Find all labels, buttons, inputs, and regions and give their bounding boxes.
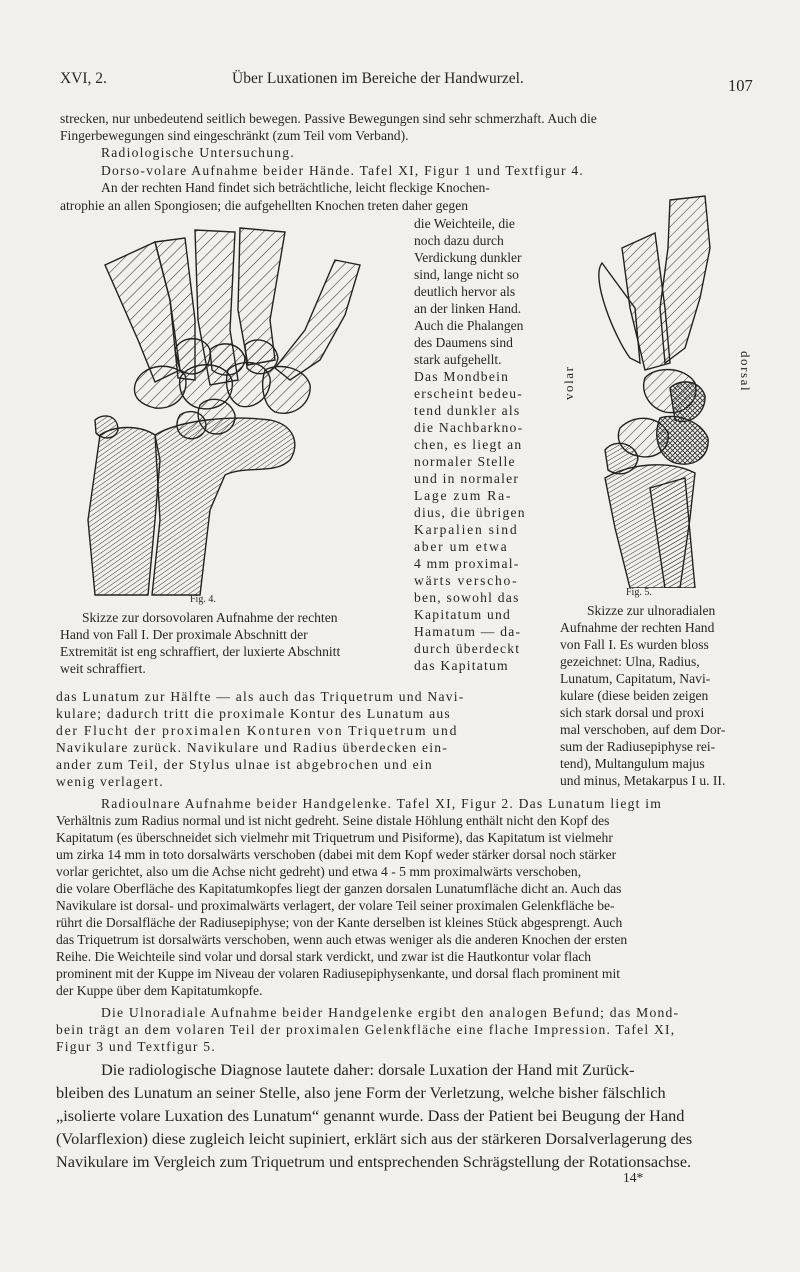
running-head-volume: XVI, 2. <box>60 70 107 87</box>
figure-5-caption-line: Lunatum, Capitatum, Navi- <box>560 671 711 686</box>
text-line: die Nachbarkno- <box>414 420 524 435</box>
text-line: der Flucht der proximalen Konturen von Triquetrum und <box>56 723 459 738</box>
figure-4-label: Fig. 4. <box>190 594 216 605</box>
text-line: durch überdeckt <box>414 641 521 656</box>
text-line: stark aufgehellt. <box>414 352 502 367</box>
text-line: bein trägt an dem volaren Teil der proximalen Gelenkfläche eine flache Impression. Tafel XI, <box>56 1022 676 1037</box>
text-line: strecken, nur unbedeutend seitlich bewegen. Passive Bewegungen sind sehr schmerzhaft. Auch die <box>60 111 597 126</box>
signature-mark: 14* <box>623 1170 644 1185</box>
text-line: die Weichteile, die <box>414 216 515 231</box>
figure-5-wrist-sketch <box>560 188 760 588</box>
text-line: erscheint bedeu- <box>414 386 524 401</box>
figure-5-caption-line: kulare (diese beiden zeigen <box>560 688 709 703</box>
figure-5-caption-line: und minus, Metakarpus I u. II. <box>560 773 726 788</box>
figure-5-caption-line: gezeichnet: Ulna, Radius, <box>560 654 700 669</box>
text-line: Fingerbewegungen sind eingeschränkt (zum Teil vom Verband). <box>60 128 409 143</box>
running-head-title: Über Luxationen im Bereiche der Handwurzel. <box>232 70 524 87</box>
fig5-volar-label: volar <box>561 365 576 400</box>
text-line: Navikulare ist dorsal- und proximalwärts verlagert, der volare Teil seiner proximalen Gelenkfläche be- <box>56 898 615 913</box>
text-line: ben, sowohl das <box>414 590 520 605</box>
figure-5-caption-line: tend), Multangulum majus <box>560 756 705 771</box>
text-line: Kapitatum und <box>414 607 512 622</box>
text-line: Das Mondbein <box>414 369 510 384</box>
text-line: der Kuppe über dem Kapitatumkopfe. <box>56 983 263 998</box>
text-line: die volare Oberfläche des Kapitatumkopfes liegt der ganzen dorsalen Lunatumfläche dicht an. Auch das <box>56 881 622 896</box>
text-line: 4 mm proximal- <box>414 556 520 571</box>
figure-5-caption-line: von Fall I. Es wurden bloss <box>560 637 709 652</box>
text-line: und in normaler <box>414 471 520 486</box>
diagnosis-line: Die radiologische Diagnose lautete daher: dorsale Luxation der Hand mit Zurück- <box>101 1060 635 1079</box>
figure-5-caption-line: Aufnahme der rechten Hand <box>560 620 715 635</box>
text-line: kulare; dadurch tritt die proximale Kontur des Lunatum aus <box>56 706 451 721</box>
text-line: dius, die übrigen <box>414 505 526 520</box>
text-line: tend dunkler als <box>414 403 521 418</box>
text-line: normaler Stelle <box>414 454 516 469</box>
figure-5-caption-line: mal verschoben, auf dem Dor- <box>560 722 726 737</box>
section-heading: Radiologische Untersuchung. <box>101 145 295 160</box>
text-line: atrophie an allen Spongiosen; die aufgehellten Knochen treten daher gegen <box>60 198 469 213</box>
diagnosis-line: bleiben des Lunatum an seiner Stelle, also jene Form der Verletzung, welche bisher fälschlich <box>56 1083 666 1102</box>
figure-4-hand-sketch <box>60 220 405 600</box>
text-line: Radioulnare Aufnahme beider Handgelenke. Tafel XI, Figur 2. Das Lunatum liegt im <box>101 796 663 811</box>
text-line: vorlar gerichtet, also um die Achse nicht gedreht) und etwa 4 - 5 mm proximalwärts verschoben, <box>56 864 582 879</box>
figure-4-caption-line: Hand von Fall I. Der proximale Abschnitt der <box>60 627 308 642</box>
text-line: das Lunatum zur Hälfte — als auch das Triquetrum und Navi- <box>56 689 465 704</box>
text-line: aber um etwa <box>414 539 509 554</box>
figure-5-label: Fig. 5. <box>626 587 652 598</box>
text-line: Navikulare zurück. Navikulare und Radius überdecken ein- <box>56 740 449 755</box>
figure-4-caption-line: Skizze zur dorsovolaren Aufnahme der rechten <box>82 610 338 625</box>
text-line: Auch die Phalangen <box>414 318 524 333</box>
text-line: chen, es liegt an <box>414 437 523 452</box>
text-line: sind, lange nicht so <box>414 267 519 282</box>
text-line: das Kapitatum <box>414 658 509 673</box>
text-line: wärts verscho- <box>414 573 519 588</box>
figure-4-caption-line: Extremität ist eng schraffiert, der luxierte Abschnitt <box>60 644 341 659</box>
diagnosis-line: (Volarflexion) diese zugleich leicht supiniert, erklärt sich aus der stärkeren Dorsalverlagerung des <box>56 1129 693 1148</box>
page-number: 107 <box>728 76 753 95</box>
text-line: prominent mit der Kuppe im Niveau der volaren Radiusepiphysenkante, und dorsal flach prominent mit <box>56 966 621 981</box>
text-line: Lage zum Ra- <box>414 488 513 503</box>
text-line: Karpalien sind <box>414 522 519 537</box>
text-line: Verhältnis zum Radius normal und ist nicht gedreht. Seine distale Höhlung enthält nicht den Kopf des <box>56 813 610 828</box>
figure-5-caption-line: sich stark dorsal und proxi <box>560 705 705 720</box>
text-line: ander zum Teil, der Stylus ulnae ist abgebrochen und ein <box>56 757 433 772</box>
text-line: wenig verlagert. <box>56 774 164 789</box>
figure-5-caption-line: sum der Radiusepiphyse rei- <box>560 739 716 754</box>
text-line: um zirka 14 mm in toto dorsalwärts verschoben (dabei mit dem Kopf weder stärker dorsal noch stärker <box>56 847 617 862</box>
text-line: Die Ulnoradiale Aufnahme beider Handgelenke ergibt den analogen Befund; das Mond- <box>101 1005 680 1020</box>
text-line: noch dazu durch <box>414 233 504 248</box>
text-line: an der linken Hand. <box>414 301 522 316</box>
text-line: Reihe. Die Weichteile sind volar und dorsal stark verdickt, und zwar ist die Hautkontur volar flach <box>56 949 592 964</box>
text-line: Hamatum — da- <box>414 624 522 639</box>
fig5-dorsal-label: dorsal <box>738 351 753 393</box>
text-line: des Daumens sind <box>414 335 513 350</box>
text-line: das Triquetrum ist dorsalwärts verschoben, wenn auch etwas weniger als die anderen Knochen der ersten <box>56 932 628 947</box>
text-line: Figur 3 und Textfigur 5. <box>56 1039 216 1054</box>
text-line: rührt die Dorsalfläche der Radiusepiphyse; von der Kante derselben ist kleines Stück abgesprengt. Auch <box>56 915 623 930</box>
text-line: deutlich hervor als <box>414 284 516 299</box>
figure-4-caption-line: weit schraffiert. <box>60 661 146 676</box>
text-line: Verdickung dunkler <box>414 250 522 265</box>
text-line: Dorso-volare Aufnahme beider Hände. Tafel XI, Figur 1 und Textfigur 4. <box>101 163 585 178</box>
text-line: An der rechten Hand findet sich beträchtliche, leicht fleckige Knochen- <box>101 180 490 195</box>
diagnosis-line: „isolierte volare Luxation des Lunatum“ genannt wurde. Dass der Patient bei Beugung der Hand <box>56 1106 685 1125</box>
figure-5-caption-line: Skizze zur ulnoradialen <box>587 603 716 618</box>
text-line: Kapitatum (es überschneidet sich vielmehr mit Triquetrum und Pisiforme), das Kapitatum ist vielmehr <box>56 830 613 845</box>
diagnosis-line: Navikulare im Vergleich zum Triquetrum und entsprechenden Schrägstellung der Rotationsachse. <box>56 1152 692 1171</box>
